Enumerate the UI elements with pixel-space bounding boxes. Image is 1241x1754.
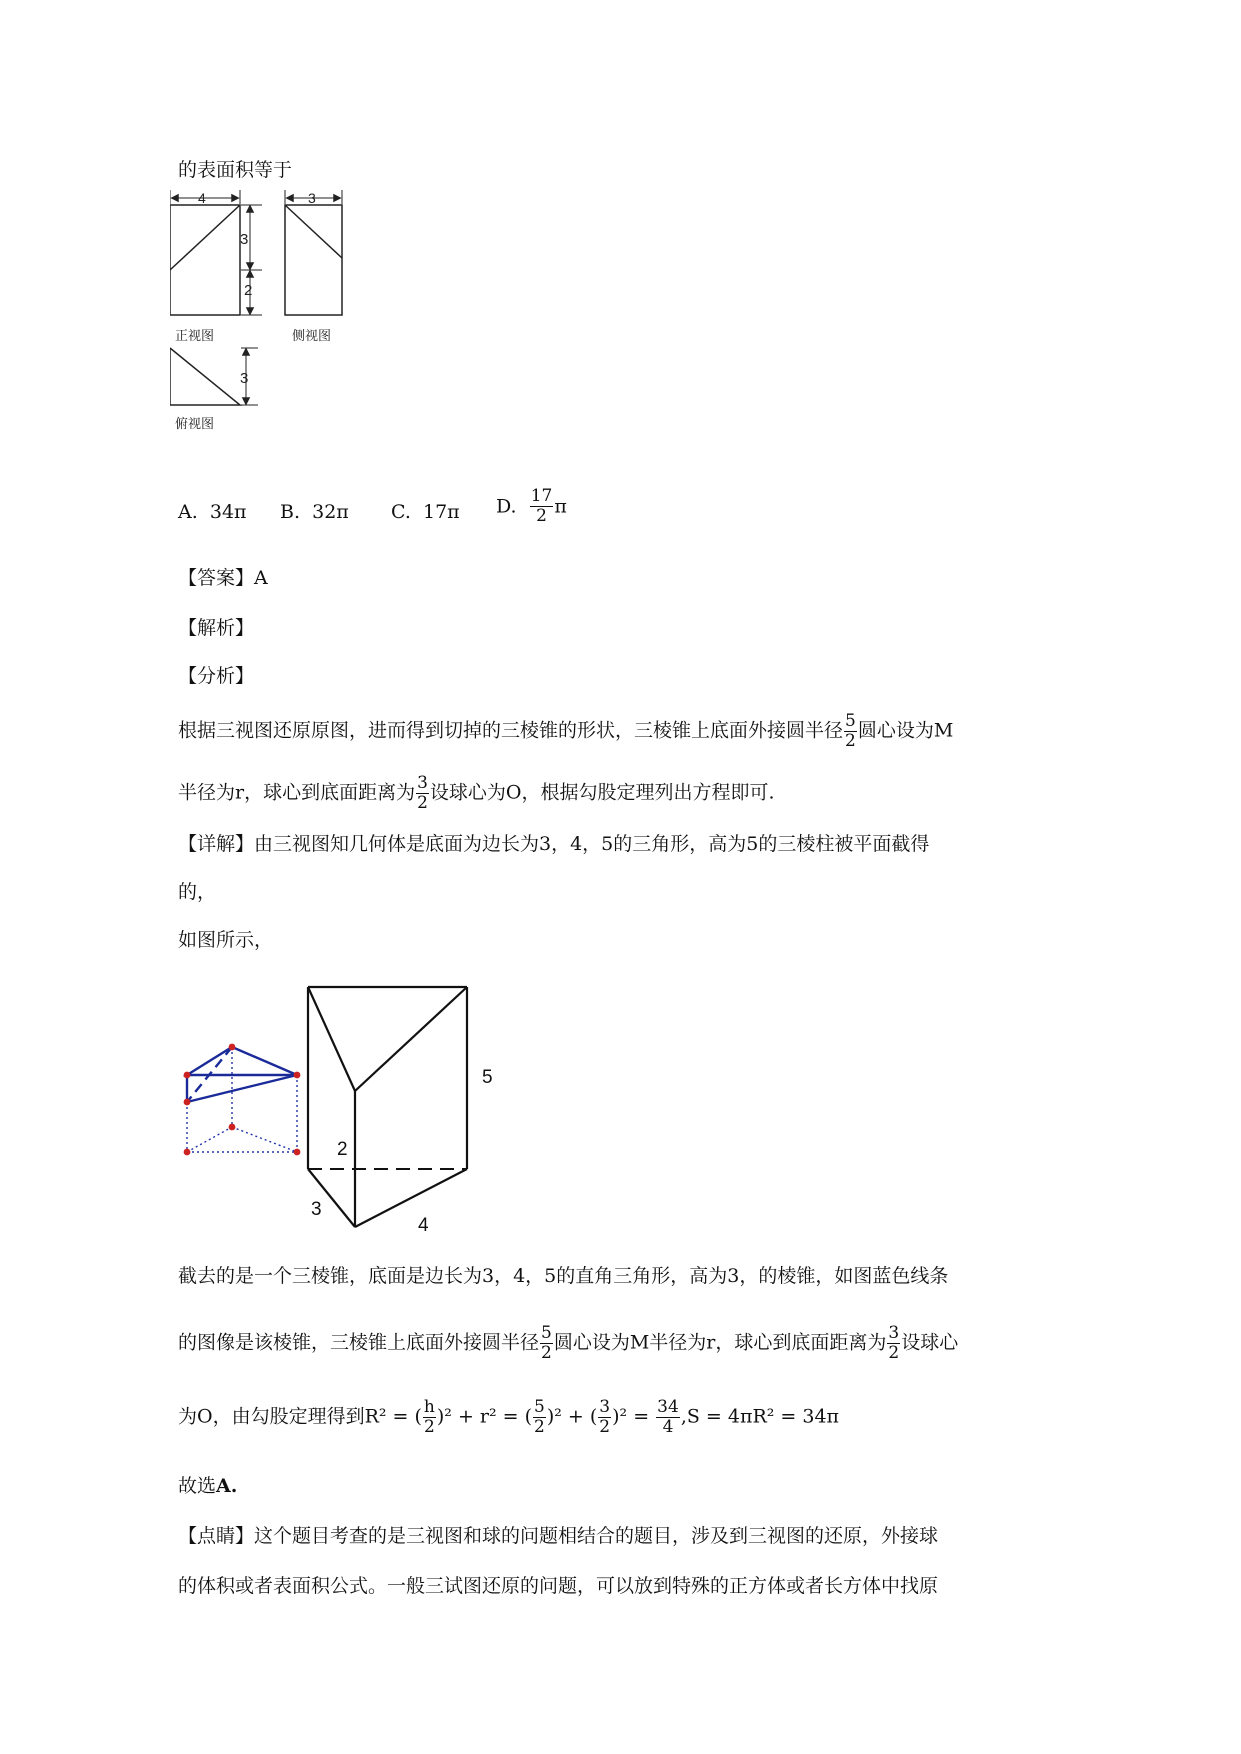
dianjing-line-2: 的体积或者表面积公式。一般三试图还原的问题，可以放到特殊的正方体或者长方体中找原 [178, 1575, 939, 1597]
dianjing-line-1: 【点睛】这个题目考查的是三视图和球的问题相结合的题目，涉及到三视图的还原，外接球 [178, 1525, 939, 1547]
small-prism [184, 1044, 301, 1156]
intro-text: 的表面积等于 [178, 159, 293, 181]
option-d[interactable]: D. $\frac{17}{2}$ π [496, 486, 567, 526]
top-height-label: 3 [240, 370, 249, 387]
detail-line-3: 如图所示， [178, 929, 274, 951]
front-width-label: 4 [198, 190, 206, 206]
side-a-label: 3 [311, 1199, 322, 1220]
option-a[interactable]: A. 34π [178, 501, 247, 523]
side-width-label: 3 [308, 190, 316, 206]
detail-line-2: 的， [178, 881, 217, 903]
side-view [285, 190, 342, 315]
choose-line: 故选A. [178, 1475, 238, 1497]
three-view-figure [170, 190, 390, 490]
cut-line-1: 截去的是一个三棱锥，底面是边长为3，4，5的直角三角形，高为3，的棱锥，如图蓝色线条 [178, 1265, 949, 1287]
front-upper-label: 3 [240, 231, 249, 248]
height-label: 5 [482, 1067, 493, 1088]
large-prism [308, 987, 467, 1227]
solid-figure [175, 975, 515, 1255]
front-view-label: 正视图 [175, 328, 215, 343]
side-view-label: 侧视图 [292, 328, 332, 343]
answer-line: 【答案】A [178, 567, 268, 589]
option-c[interactable]: C. 17π [391, 501, 460, 523]
side-b-label: 4 [418, 1215, 429, 1236]
top-view-label: 俯视图 [175, 416, 215, 431]
detail-line-1: 【详解】由三视图知几何体是底面为边长为3，4，5的三角形，高为5的三棱柱被平面截得 [178, 833, 930, 855]
cut-line-3: 为O，由勾股定理得到R² = ( $\frac{h}{2}$ )² + r² = ( $\frac{5}{2}$ )² + ( $\frac{3}{2}$ )² = $\frac{34}{4}$ ,S = 4πR² = 34π [178, 1397, 840, 1437]
analysis-line-1: 根据三视图还原原图，进而得到切掉的三棱锥的形状，三棱锥上底面外接圆半径 $\frac{5}{2}$ 圆心设为M [178, 711, 954, 751]
option-b[interactable]: B. 32π [280, 501, 349, 523]
front-lower-label: 2 [244, 282, 253, 299]
cut-label: 2 [337, 1139, 348, 1160]
cut-line-2: 的图像是该棱锥，三棱锥上底面外接圆半径 $\frac{5}{2}$ 圆心设为M半径为r，球心到底面距离为 $\frac{3}{2}$ 设球心 [178, 1323, 959, 1363]
analysis-line-2: 半径为r，球心到底面距离为 $\frac{3}{2}$ 设球心为O，根据勾股定理列出方程即可. [178, 773, 775, 813]
jiexi-heading: 【解析】 [178, 617, 255, 639]
fenxi-heading: 【分析】 [178, 665, 255, 687]
